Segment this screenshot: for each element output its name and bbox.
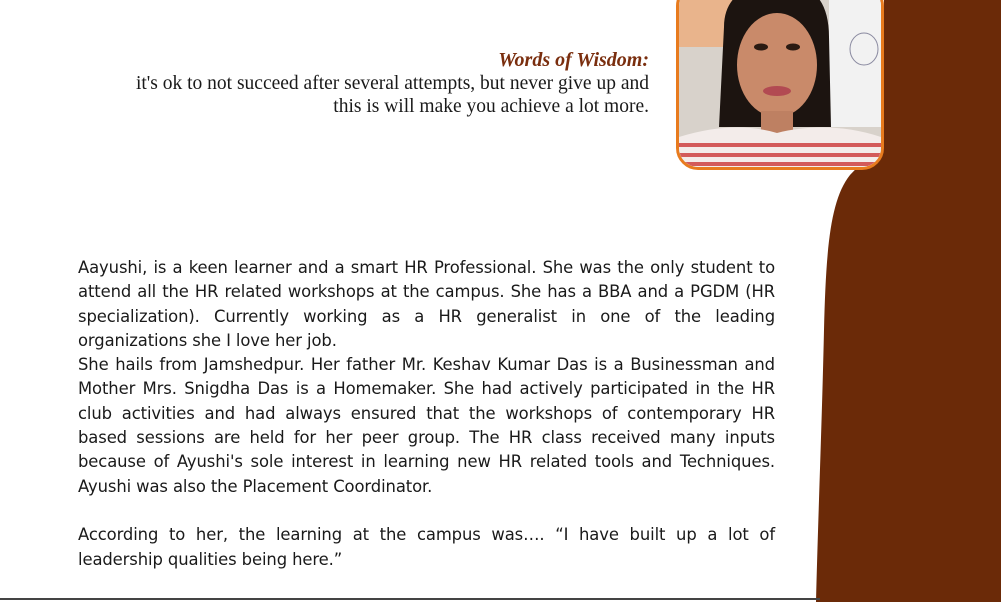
wisdom-quote-line-2: this is will make you achieve a lot more. [333, 96, 649, 117]
bio-paragraph-2: She hails from Jamshedpur. Her father Mr. Keshav Kumar Das is a Businessman and Mother Mrs. Snigdha Das is a Homemaker. She had actively participated in the HR club activities and had always ensured that the workshops of contemporary HR based sessions are held for her peer group. The HR class received many inputs because of Ayushi's sole interest in learning new HR related tools and Techniques. Ayushi was also the Placement Coordinator. [78, 355, 775, 496]
words-of-wisdom [49, 48, 649, 118]
portrait-photo-icon [679, 0, 881, 167]
portrait-photo [676, 0, 884, 170]
bio-paragraph-1: Aayushi, is a keen learner and a smart HR Professional. She was the only student to attend all the HR related workshops at the campus. She has a BBA and a PGDM (HR specialization). Currently working as a HR generalist in one of the leading organizations she I love her job. [78, 258, 775, 350]
bio-paragraph-3: According to her, the learning at the campus was…. “I have built up a lot of leadership qualities being here.” [78, 525, 775, 569]
wisdom-title: Words of Wisdom: [498, 49, 649, 71]
wisdom-quote-line-1: it's ok to not succeed after several attempts, but never give up and [135, 73, 649, 94]
bio-text [78, 256, 775, 572]
bottom-rule [0, 598, 820, 600]
